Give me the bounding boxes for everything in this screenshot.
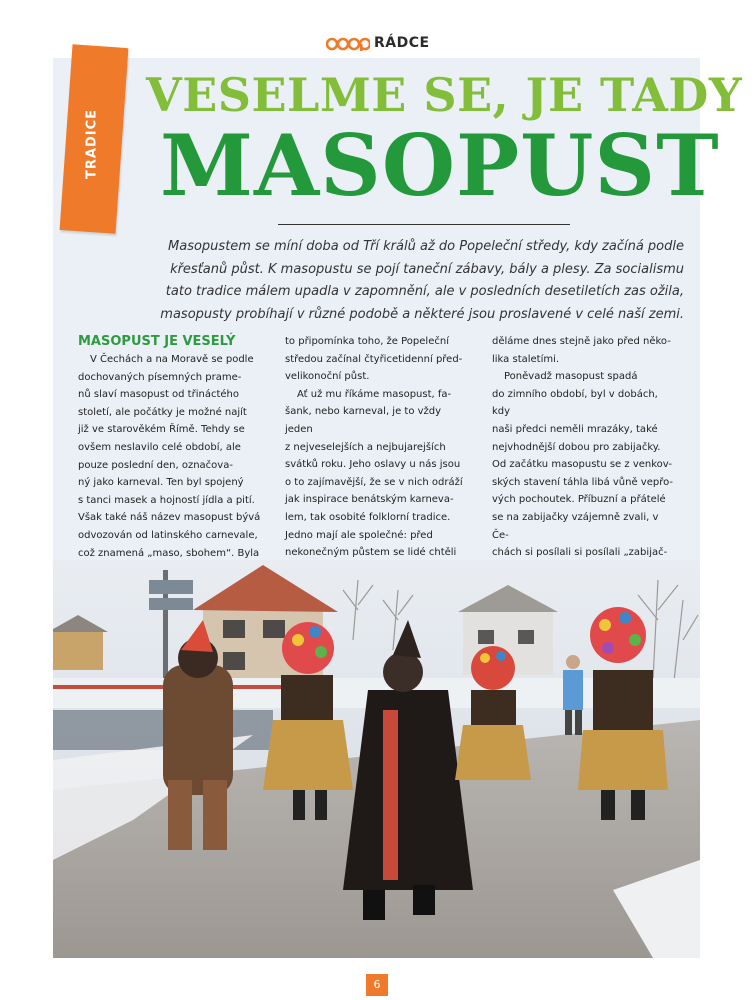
lead-line: Masopustem se míní doba od Tří králů až do Popeleční středy, kdy začíná podle	[168, 239, 684, 254]
text-line: děláme dnes stejně jako před něko-	[492, 336, 671, 347]
text-column-3	[492, 333, 678, 597]
text-line: nekonečným půstem se lidé chtěli	[285, 547, 457, 559]
text-line: chách si posílali si posílali „zabijač-	[492, 547, 668, 559]
text-line: naši předci neměli mrazáky, také	[492, 423, 658, 435]
text-line: V Čechách a na Moravě se podle	[90, 354, 254, 365]
text-line: vých pochoutek. Příbuzní a přátelé	[492, 494, 666, 506]
text-line: Od začátku masopustu se z venkov-	[492, 459, 673, 471]
text-line: ských stavení táhla libá vůně vepřo-	[492, 476, 674, 488]
text-line: Poněvadž masopust spadá	[504, 371, 638, 383]
text-line: Jedno mají ale společné: před	[285, 529, 433, 541]
text-line: svátků roku. Jeho oslavy u nás jsou	[285, 459, 461, 471]
text-line: nů slaví masopust od třináctého	[78, 389, 239, 401]
text-line: lika staletími.	[492, 353, 560, 365]
text-line: již ve starověkém Římě. Tehdy se	[78, 424, 245, 436]
text-line: Ať už mu říkáme masopust, fa-	[297, 388, 452, 400]
text-line: což znamená „maso, sbohem“. Byla	[78, 547, 260, 559]
text-column-2	[285, 333, 471, 579]
text-line: nejvhodnější dobou pro zabijačky.	[492, 441, 661, 453]
lead-line: masopusty probíhají v různé podobě a některé jsou proslavené v celé naší zemi.	[160, 306, 684, 322]
text-line: do zimního období, byl v dobách, kdy	[492, 388, 658, 418]
text-line: odvozován od latinského carnevale,	[78, 529, 258, 541]
lead-line: křesťanů půst. K masopustu se pojí taneční zábavy, bály a plesy. Za socialismu	[170, 261, 684, 277]
text-line: o to zajímavější, že se v nich odráží	[285, 476, 463, 488]
text-line: pouze poslední den, označova-	[78, 459, 233, 471]
page-number: 6	[366, 974, 388, 996]
lead-paragraph	[96, 236, 684, 326]
text-line: se na zabijačky vzájemně zvali, v Če-	[492, 511, 659, 541]
text-line: Však také náš název masopust bývá	[78, 512, 261, 524]
masopust-photo	[53, 560, 700, 958]
text-line: ný jako karneval. Ten byl spojený	[78, 477, 244, 489]
text-line: z nejveselejších a nejbujarejších	[285, 441, 446, 453]
text-line: středou začínal čtyřicetidenní před-	[285, 353, 463, 365]
title-divider	[278, 224, 570, 225]
text-line: lem, tak osobité folklorní tradice.	[285, 511, 451, 523]
lead-line: tato tradice málem upadla v zapomnění, ale v posledních desetiletích zas ožila,	[165, 284, 684, 299]
headline-line-2: MASOPUST	[160, 116, 720, 215]
text-line: ovšem neslavilo celé období, ale	[78, 441, 241, 453]
article-subheading: MASOPUST JE VESELÝ	[78, 334, 236, 349]
section-tag-label: TRADICE	[84, 109, 100, 179]
section-title: RÁDCE	[374, 35, 430, 51]
text-line: jak inspirace benátským karneva-	[285, 494, 454, 506]
text-line: to připomínka toho, že Popeleční	[285, 336, 449, 347]
text-column-1	[78, 333, 264, 562]
photo-illustration	[53, 560, 700, 958]
text-line: dochovaných písemných prame-	[78, 371, 242, 383]
text-line: s tanci masek a hojností jídla a pití.	[78, 494, 255, 506]
coop-logo	[326, 35, 370, 51]
text-line: století, ale počátky je možné najít	[78, 406, 247, 418]
text-line: velikonoční půst.	[285, 371, 370, 383]
text-line: šank, nebo karneval, je to vždy jeden	[285, 406, 442, 435]
headline-line-1: VESELME SE, JE TADY	[146, 68, 743, 122]
